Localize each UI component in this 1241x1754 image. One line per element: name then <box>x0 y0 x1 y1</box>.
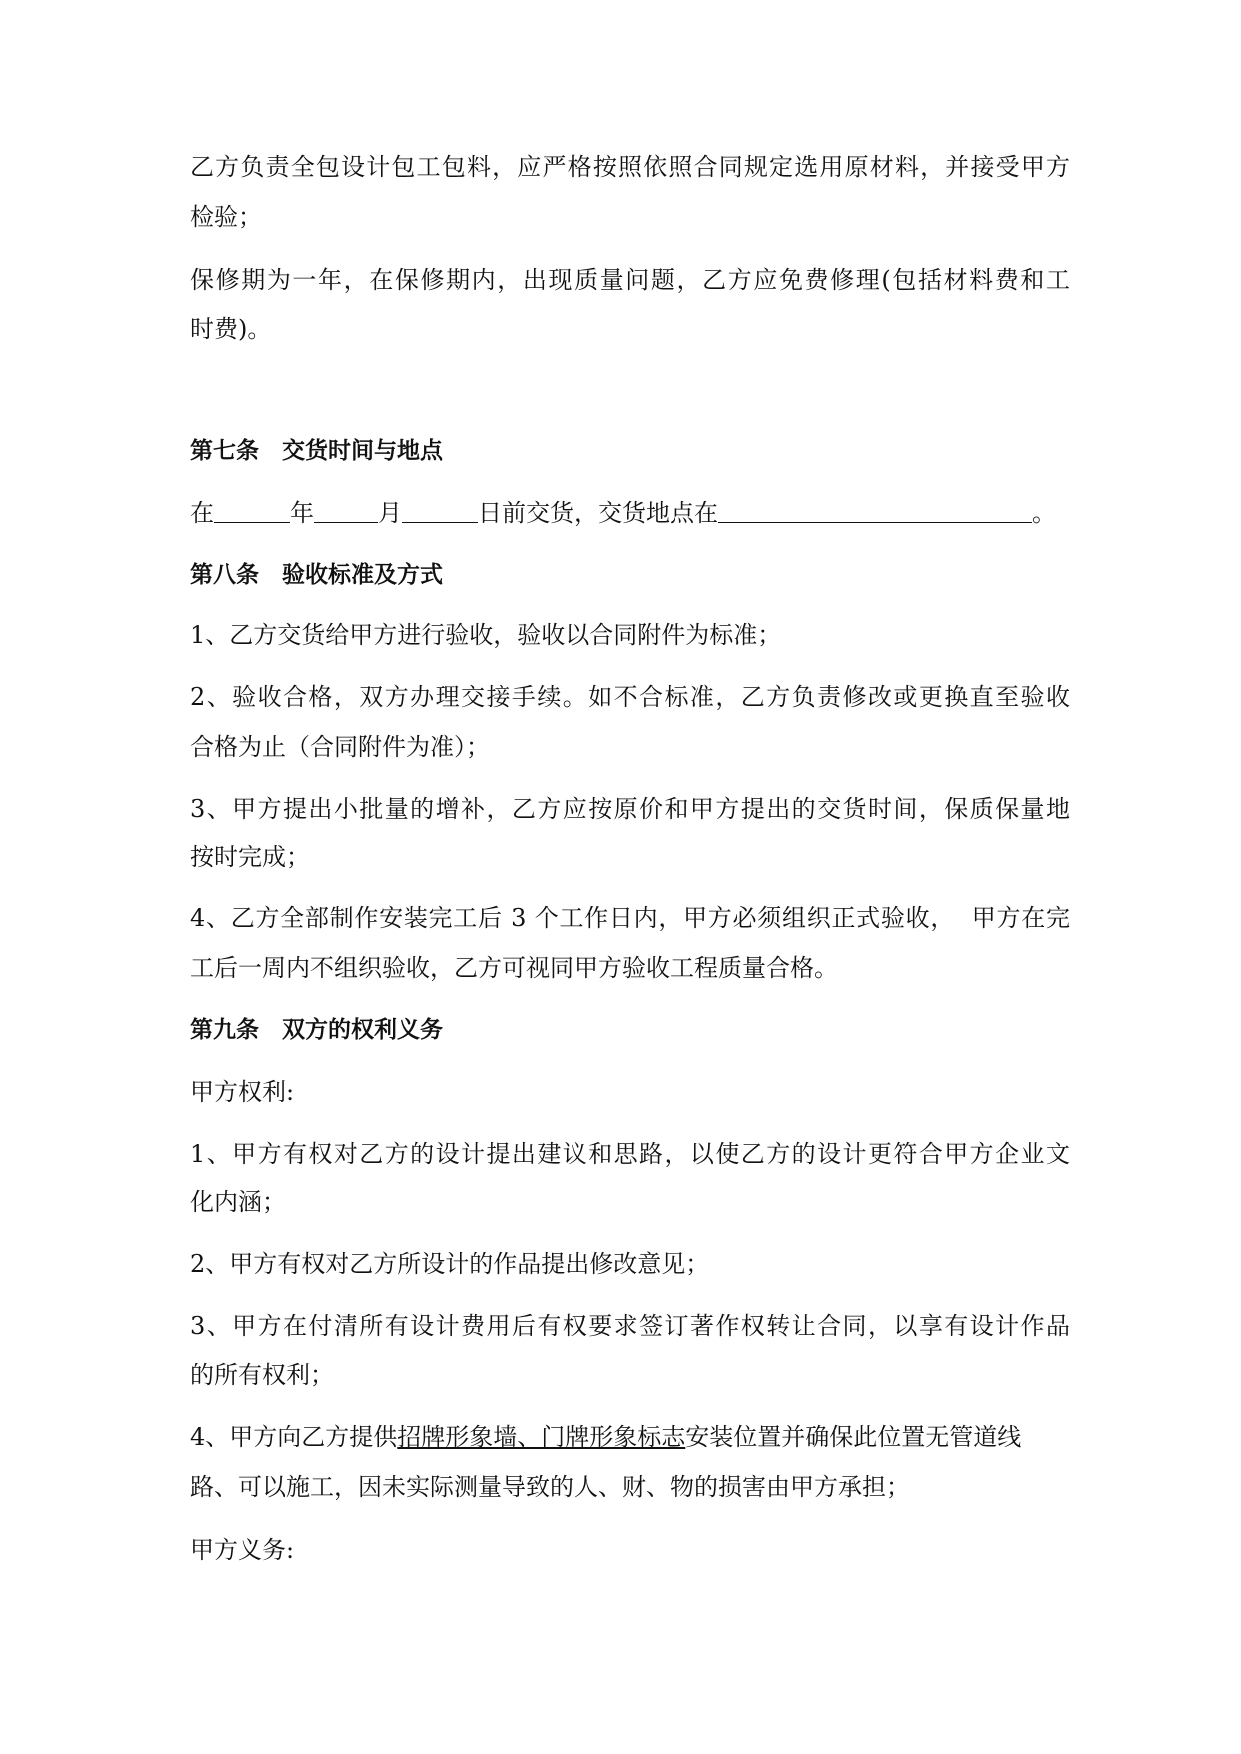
text: 安装位置并确保此位置无管道线 <box>685 1423 1022 1451</box>
paragraph-materials-line2: 检验； <box>190 203 262 231</box>
paragraph-warranty-line2: 时费)。 <box>190 315 272 343</box>
day-blank[interactable] <box>402 492 478 523</box>
paragraph-warranty-line1: 保修期为一年，在保修期内，出现质量问题，乙方应免费修理(包括材料费和工 <box>190 266 1070 294</box>
article-8-item-3-line1: 3、甲方提出小批量的增补，乙方应按原价和甲方提出的交货时间，保质保量地 <box>190 795 1070 823</box>
month-blank[interactable] <box>314 492 378 523</box>
article-9-heading: 第九条 双方的权利义务 <box>190 1017 443 1043</box>
text: 年 <box>290 499 314 527</box>
article-8-item-4-line1: 4、乙方全部制作安装完工后 3 个工作日内，甲方必须组织正式验收， 甲方在完 <box>190 904 1070 932</box>
right-2: 2、甲方有权对乙方所设计的作品提出修改意见； <box>190 1250 710 1278</box>
right-4-line2: 路、可以施工，因未实际测量导致的人、财、物的损害由甲方承担； <box>190 1473 910 1501</box>
text: 日前交货，交货地点在 <box>478 499 718 527</box>
article-8-item-4-line2: 工后一周内不组织验收，乙方可视同甲方验收工程质量合格。 <box>190 954 838 982</box>
party-a-duties-label: 甲方义务: <box>190 1536 295 1564</box>
article-8-item-2-line2: 合格为止（合同附件为准）； <box>190 733 490 761</box>
right-3-line2: 的所有权利； <box>190 1361 334 1389</box>
paragraph-materials-line1: 乙方负责全包设计包工包料，应严格按照依照合同规定选用原材料，并接受甲方 <box>190 153 1070 181</box>
delivery-time-place <box>190 488 1070 538</box>
text: 4、甲方向乙方提供 <box>190 1423 398 1451</box>
location-blank[interactable] <box>718 492 1032 523</box>
text: 月 <box>378 499 402 527</box>
right-3-line1: 3、甲方在付清所有设计费用后有权要求签订著作权转让合同，以享有设计作品 <box>190 1312 1070 1340</box>
article-8-item-3-line2: 按时完成； <box>190 843 310 871</box>
article-8-item-1: 1、乙方交货给甲方进行验收，验收以合同附件为标准； <box>190 621 782 649</box>
text: 。 <box>1032 499 1056 527</box>
party-a-rights-label: 甲方权利: <box>190 1078 295 1106</box>
article-8-item-2-line1: 2、验收合格，双方办理交接手续。如不合标准，乙方负责修改或更换直至验收 <box>190 683 1070 711</box>
year-blank[interactable] <box>214 492 290 523</box>
text: 在 <box>190 499 214 527</box>
article-7-heading: 第七条 交货时间与地点 <box>190 438 443 464</box>
article-8-heading: 第八条 验收标准及方式 <box>190 562 443 588</box>
underlined-text: 招牌形象墙、门牌形象标志 <box>397 1423 686 1451</box>
right-4-line1 <box>190 1412 1070 1462</box>
right-1-line2: 化内涵； <box>190 1188 286 1216</box>
right-1-line1: 1、甲方有权对乙方的设计提出建议和思路，以使乙方的设计更符合甲方企业文 <box>190 1140 1070 1168</box>
